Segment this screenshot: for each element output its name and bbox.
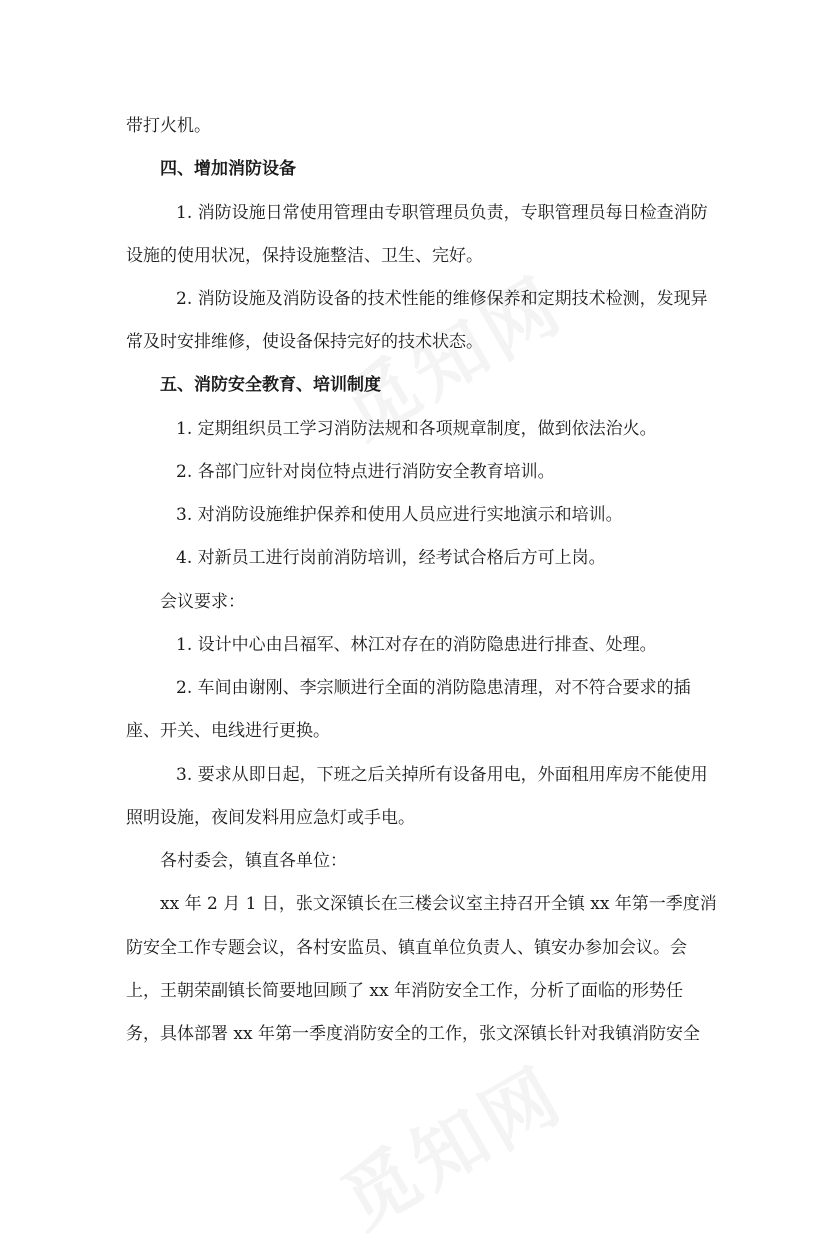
section-heading: 五、消防安全教育、培训制度 [160,375,381,395]
paragraph-line: 带打火机。 [126,116,211,136]
paragraph-line: 照明设施，夜间发料用应急灯或手电。 [126,808,415,828]
watermark-text [320,1037,581,1249]
paragraph-line: 设施的使用状况，保持设施整洁、卫生、完好。 [126,246,483,266]
list-item-line: 2. 消防设施及消防设备的技术性能的维修保养和定期技术检测，发现异 [176,289,708,309]
paragraph-line: 务，具体部署 xx 年第一季度消防安全的工作，张文深镇长针对我镇消防安全 [126,1024,700,1044]
paragraph-line: 防安全工作专题会议，各村安监员、镇直单位负责人、镇安办参加会议。会 [126,938,687,958]
list-item-line: 1. 定期组织员工学习消防法规和各项规章制度，做到依法治火。 [176,419,657,439]
paragraph-line: 会议要求： [160,592,245,612]
list-item-line: 3. 要求从即日起，下班之后关掉所有设备用电，外面租用库房不能使用 [176,765,708,785]
list-item-line: 2. 车间由谢刚、李宗顺进行全面的消防隐患清理，对不符合要求的插 [176,678,691,698]
paragraph-line: 上，王朝荣副镇长简要地回顾了 xx 年消防安全工作，分析了面临的形势任 [126,981,683,1001]
paragraph-line: 各村委会，镇直各单位： [160,851,347,871]
paragraph-line: 座、开关、电线进行更换。 [126,721,330,741]
list-item-line: 2. 各部门应针对岗位特点进行消防安全教育培训。 [176,462,555,482]
list-item-line: 4. 对新员工进行岗前消防培训，经考试合格后方可上岗。 [176,548,606,568]
paragraph-line: xx 年 2 月 1 日，张文深镇长在三楼会议室主持召开全镇 xx 年第一季度消 [160,894,717,914]
list-item-line: 1. 设计中心由吕福军、林江对存在的消防隐患进行排查、处理。 [176,635,657,655]
list-item-line: 1. 消防设施日常使用管理由专职管理员负责，专职管理员每日检查消防 [176,203,708,223]
list-item-line: 3. 对消防设施维护保养和使用人员应进行实地演示和培训。 [176,505,623,525]
section-heading: 四、增加消防设备 [160,159,296,179]
paragraph-line: 常及时安排维修，使设备保持完好的技术状态。 [126,332,483,352]
